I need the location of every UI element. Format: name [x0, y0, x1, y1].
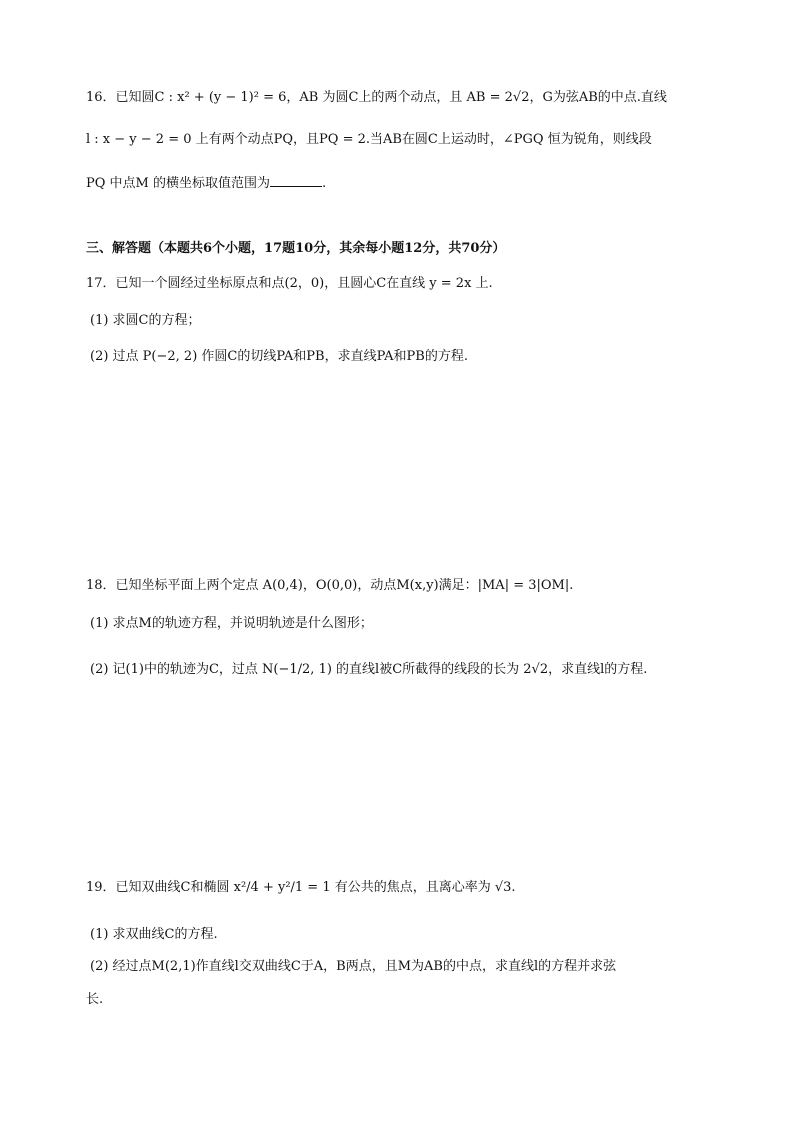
q16-line-3-text: PQ 中点M 的横坐标取值范围为	[86, 176, 270, 191]
q16-line-3-end: .	[321, 176, 327, 191]
section-3-heading: 三、解答题（本题共6个小题，17题10分，其余每小题12分，共70分）	[86, 241, 506, 256]
answer-blank	[270, 172, 322, 187]
q18-stem: 18．已知坐标平面上两个定点 A(0,4)，O(0,0)，动点M(x,y)满足：|MA| = 3|OM|.	[86, 578, 574, 593]
q17-stem: 17．已知一个圆经过坐标原点和点(2，0)，且圆心C在直线 y = 2x 上.	[86, 276, 493, 291]
q18-part-2: (2) 记(1)中的轨迹为C，过点 N(−1/2, 1) 的直线l被C所截得的线段的长为 2√2，求直线l的方程.	[90, 662, 648, 677]
q16-line-3	[86, 172, 326, 194]
q19-part-2-line-1: (2) 经过点M(2,1)作直线l交双曲线C于A，B两点，且M为AB的中点，求直线l的方程并求弦	[90, 959, 617, 974]
q16-line-1: 16．已知圆C : x² + (y − 1)² = 6，AB 为圆C上的两个动点，且 AB = 2√2，G为弦AB的中点.直线	[86, 90, 667, 105]
q19-part-2-line-2: 长.	[86, 992, 104, 1007]
q18-part-1: (1) 求点M的轨迹方程，并说明轨迹是什么图形；	[90, 616, 373, 631]
q17-part-2: (2) 过点 P(−2, 2) 作圆C的切线PA和PB，求直线PA和PB的方程.	[90, 349, 468, 364]
q19-part-1: (1) 求双曲线C的方程.	[90, 927, 218, 942]
q16-line-2: l : x − y − 2 = 0 上有两个动点PQ，且PQ = 2.当AB在圆C上运动时，∠PGQ 恒为锐角，则线段	[86, 132, 652, 147]
q17-part-1: (1) 求圆C的方程；	[90, 313, 201, 328]
q19-stem: 19．已知双曲线C和椭圆 x²/4 + y²/1 = 1 有公共的焦点，且离心率为 √3.	[86, 880, 516, 895]
